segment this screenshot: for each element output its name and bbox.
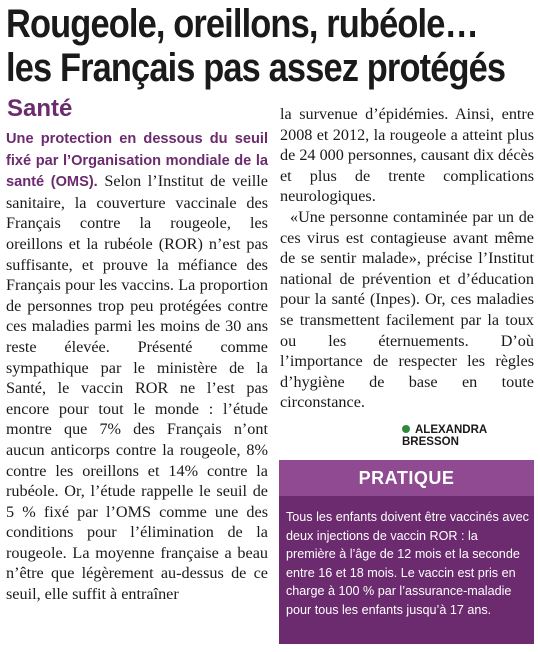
box-text: Tous les enfants doivent être vaccinés avec deux injections de vaccin ROR : la première à l’âge de 12 mois et la seconde entre 16 et 18 mois. Le vaccin est pris en charge à 100 % par l’assurance-maladie pour tous les enfants jusqu’à 17 ans. [286, 510, 529, 617]
article-column-right [280, 104, 534, 413]
author-name: ALEXANDRA BRESSON [402, 424, 487, 448]
article-paragraph-continued: la survenue d’épidémies. Ainsi, entre 2008 et 2012, la rougeole a atteint plus de 24 000 personnes, causant dix décès et plus de trente complications neurologiques. [280, 105, 534, 206]
article-paragraph [6, 128, 268, 605]
article-lead: Une protection en dessous du seuil fixé par l’Organisation mondiale de la santé (OMS). [6, 131, 268, 191]
article-paragraph-2: «Une personne contaminée par un de ces virus est contagieuse avant même de se sentir malade», précise l’Institut national de prévention et d’éducation pour la santé (Inpes). Or, ces maladies se transmettent facilement par la toux ou les éternuements. D’où l’importance de respecter les règles d’hygiène de base en toute circonstance. [280, 207, 534, 412]
box-title: PRATIQUE [279, 460, 534, 496]
headline [6, 2, 506, 90]
headline-line-2: les Français pas assez protégés [6, 46, 506, 90]
bullet-icon [402, 425, 410, 433]
section-rubric: Santé [7, 95, 73, 122]
headline-line-1: Rougeole, oreillons, rubéole… [6, 2, 479, 46]
practical-info-box [279, 460, 534, 644]
article-column-left [6, 128, 268, 605]
author-byline [402, 424, 540, 448]
article-body: Selon l’Institut de veille sanitaire, la couverture vaccinale des Français contre la rougeole, les oreillons et la rubéole (ROR) n’est pas suffisante, et prouve la méfiance des Français pour les vaccins. La proportion de personnes trop peu protégées contre ces maladies parmi les moins de 30 ans reste élevée. Présenté comme sympathique par le ministère de la Santé, le vaccin ROR ne l’est pas encore pour tout le monde : l’étude montre que 7% des Français n’ont aucun anticorps contre la rougeole, 8% contre les oreillons et 14% contre la rubéole. Or, l’étude rappelle le seuil de 5 % fixé par l’OMS comme une des conditions pour l’élimination de la rougeole. La moyenne française a beau n’être que légèrement au-dessus de ce seuil, elle suffit à entraîner [6, 172, 268, 604]
